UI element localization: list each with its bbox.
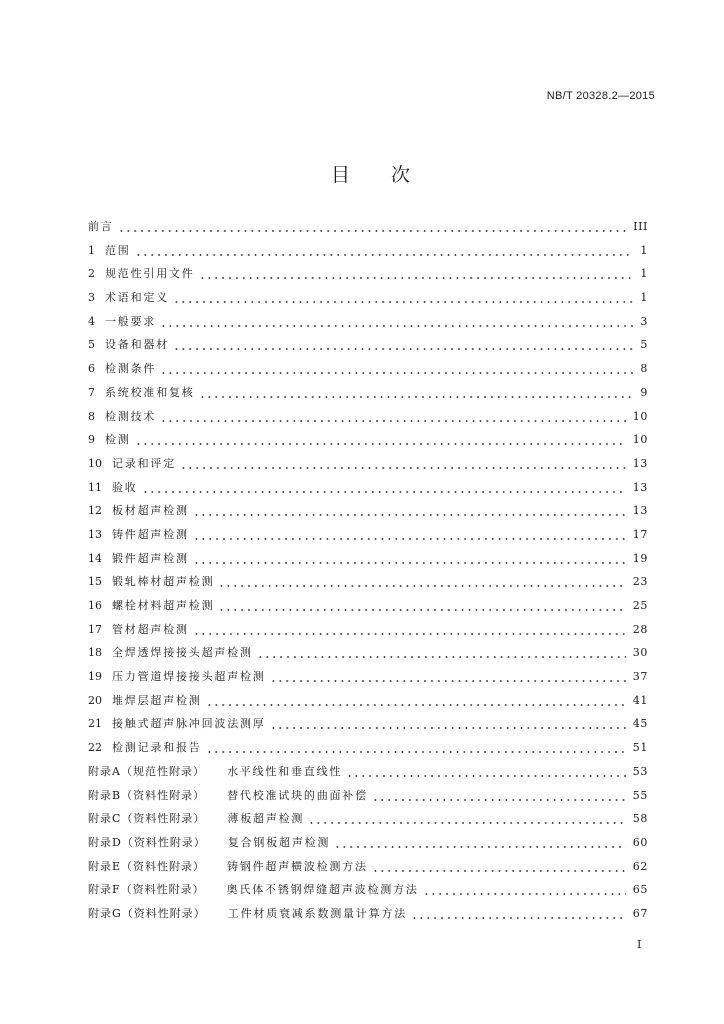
toc-entry-page: 5 bbox=[640, 338, 648, 352]
toc-entry-title: 锻轧棒材超声检测 bbox=[112, 575, 215, 589]
table-of-contents bbox=[88, 215, 648, 926]
toc-entry-title: 奥氏体不锈钢焊缝超声波检测方法 bbox=[226, 883, 419, 897]
toc-appendix-designation: 附录E（资料性附录） bbox=[88, 859, 206, 873]
toc-entry bbox=[88, 665, 648, 689]
toc-entry-title: 设备和器材 bbox=[105, 338, 169, 352]
toc-entry-page: 41 bbox=[632, 693, 648, 707]
toc-dot-leader bbox=[199, 381, 633, 405]
toc-dot-leader bbox=[193, 523, 626, 547]
toc-entry bbox=[88, 523, 648, 547]
toc-entry-number: 5 bbox=[88, 338, 95, 352]
toc-dot-leader bbox=[206, 689, 626, 713]
toc-dot-leader bbox=[206, 736, 626, 760]
toc-dot-leader bbox=[160, 310, 633, 334]
toc-entry bbox=[88, 381, 648, 405]
toc-entry bbox=[88, 428, 648, 452]
toc-dot-leader bbox=[334, 831, 626, 855]
toc-entry-number: 11 bbox=[88, 480, 102, 494]
toc-entry-page: 60 bbox=[632, 835, 648, 849]
toc-entry bbox=[88, 452, 648, 476]
toc-entry-title: 工件材质衰减系数测量计算方法 bbox=[227, 906, 407, 920]
toc-entry bbox=[88, 476, 648, 500]
toc-dot-leader bbox=[270, 712, 626, 736]
toc-entry-number: 13 bbox=[88, 527, 102, 541]
toc-entry-title: 板材超声检测 bbox=[112, 504, 189, 518]
toc-dot-leader bbox=[193, 547, 626, 571]
toc-dot-leader bbox=[118, 215, 627, 239]
toc-dot-leader bbox=[218, 570, 625, 594]
toc-entry-number: 6 bbox=[88, 362, 95, 376]
toc-entry-page: 1 bbox=[640, 243, 648, 257]
toc-dot-leader bbox=[142, 476, 626, 500]
page-number: I bbox=[637, 938, 642, 951]
toc-entry-page: 53 bbox=[632, 764, 648, 778]
toc-entry-page: 10 bbox=[632, 409, 648, 423]
toc-entry-page: III bbox=[633, 220, 648, 233]
toc-entry-title: 薄板超声检测 bbox=[227, 812, 305, 826]
toc-entry-number: 12 bbox=[88, 504, 102, 518]
toc-appendix-designation: 附录A（规范性附录） bbox=[88, 764, 205, 778]
toc-entry bbox=[88, 736, 648, 760]
toc-dot-leader bbox=[193, 499, 626, 523]
toc-entry-title: 铸钢件超声横波检测方法 bbox=[227, 859, 368, 873]
toc-appendix-designation: 附录D（资料性附录） bbox=[88, 835, 206, 849]
toc-dot-leader bbox=[173, 333, 633, 357]
toc-entry-number: 1 bbox=[88, 243, 95, 257]
toc-entry bbox=[88, 689, 648, 713]
toc-dot-leader bbox=[160, 405, 626, 429]
toc-entry-page: 65 bbox=[632, 883, 648, 897]
toc-entry-title: 检测条件 bbox=[105, 362, 157, 376]
toc-dot-leader bbox=[218, 594, 625, 618]
toc-entry-number: 19 bbox=[88, 670, 102, 684]
toc-dot-leader bbox=[199, 262, 633, 286]
toc-entry-number: 22 bbox=[88, 741, 102, 755]
toc-entry bbox=[88, 357, 648, 381]
toc-entry-page: 1 bbox=[640, 291, 648, 305]
toc-appendix-designation: 附录F（资料性附录） bbox=[88, 883, 205, 897]
toc-entry-title: 锻件超声检测 bbox=[112, 551, 189, 565]
toc-dot-leader bbox=[270, 665, 626, 689]
toc-entry-page: 10 bbox=[632, 433, 648, 447]
toc-appendix-entry bbox=[88, 807, 648, 831]
toc-dot-leader bbox=[193, 618, 626, 642]
toc-appendix-designation: 附录B（资料性附录） bbox=[88, 788, 206, 802]
toc-entry-title: 前言 bbox=[88, 220, 114, 233]
toc-entry-page: 23 bbox=[632, 575, 648, 589]
toc-entry-page: 62 bbox=[632, 859, 648, 873]
toc-entry-number: 3 bbox=[88, 291, 95, 305]
toc-entry-title: 检测技术 bbox=[105, 409, 157, 423]
toc-dot-leader bbox=[308, 807, 626, 831]
toc-entry-page: 67 bbox=[632, 906, 648, 920]
toc-entry-title: 水平线性和垂直线性 bbox=[226, 764, 343, 778]
toc-dot-leader bbox=[346, 760, 626, 784]
toc-entry-number: 18 bbox=[88, 646, 102, 660]
toc-entry-page: 55 bbox=[632, 788, 648, 802]
toc-entry-title: 检测记录和报告 bbox=[112, 741, 202, 755]
toc-entry-page: 13 bbox=[632, 480, 648, 494]
toc-entry bbox=[88, 570, 648, 594]
toc-entry-page: 13 bbox=[632, 504, 648, 518]
toc-entry-number: 20 bbox=[88, 693, 102, 707]
toc-entry-title: 一般要求 bbox=[105, 314, 157, 328]
toc-entry bbox=[88, 641, 648, 665]
toc-entry bbox=[88, 499, 648, 523]
toc-entry-page: 30 bbox=[632, 646, 648, 660]
toc-entry-page: 45 bbox=[632, 717, 648, 731]
toc-entry-number: 2 bbox=[88, 267, 95, 281]
toc-entry-title: 接触式超声脉冲回波法测厚 bbox=[112, 717, 266, 731]
toc-entry-page: 17 bbox=[632, 527, 648, 541]
toc-entry-page: 37 bbox=[632, 670, 648, 684]
toc-entry-title: 检测 bbox=[105, 433, 131, 447]
toc-entry-title: 堆焊层超声检测 bbox=[112, 693, 202, 707]
toc-dot-leader bbox=[372, 784, 626, 808]
toc-appendix-entry bbox=[88, 760, 648, 784]
toc-entry-title: 复合钢板超声检测 bbox=[227, 835, 331, 849]
toc-dot-leader bbox=[411, 902, 626, 926]
toc-entry-number: 16 bbox=[88, 599, 102, 612]
toc-entry-title: 铸件超声检测 bbox=[112, 527, 189, 541]
toc-appendix-entry bbox=[88, 902, 648, 926]
toc-entry-number: 9 bbox=[88, 433, 95, 447]
toc-entry-number: 15 bbox=[88, 575, 102, 589]
toc-entry-number: 21 bbox=[88, 717, 102, 731]
toc-entry-title: 记录和评定 bbox=[112, 456, 176, 470]
toc-entry-foreword bbox=[88, 215, 648, 239]
toc-entry-number: 7 bbox=[88, 385, 95, 399]
toc-entry bbox=[88, 310, 648, 334]
toc-entry-title: 替代校准试块的曲面补偿 bbox=[227, 788, 368, 802]
toc-dot-leader bbox=[257, 641, 626, 665]
toc-entry bbox=[88, 712, 648, 736]
toc-dot-leader bbox=[135, 239, 633, 263]
toc-entry bbox=[88, 239, 648, 263]
toc-entry bbox=[88, 262, 648, 286]
toc-entry-page: 19 bbox=[632, 551, 648, 565]
toc-entry-number: 14 bbox=[88, 551, 102, 565]
toc-appendix-designation: 附录G（资料性附录） bbox=[88, 906, 206, 920]
toc-entry bbox=[88, 286, 648, 310]
toc-entry bbox=[88, 594, 648, 618]
toc-entry-page: 8 bbox=[640, 362, 648, 376]
standard-number: NB/T 20328.2—2015 bbox=[546, 90, 655, 102]
toc-entry-page: 1 bbox=[640, 267, 648, 281]
toc-entry-page: 3 bbox=[640, 314, 648, 328]
toc-appendix-designation: 附录C（资料性附录） bbox=[88, 812, 206, 826]
toc-appendix-entry bbox=[88, 784, 648, 808]
toc-entry bbox=[88, 618, 648, 642]
toc-entry-page: 25 bbox=[632, 599, 648, 612]
toc-dot-leader bbox=[180, 452, 626, 476]
toc-dot-leader bbox=[372, 855, 626, 879]
toc-entry-page: 58 bbox=[632, 812, 648, 826]
toc-entry-title: 系统校准和复核 bbox=[105, 385, 195, 399]
page-title: 目 次 bbox=[330, 164, 411, 186]
toc-entry-title: 术语和定义 bbox=[105, 291, 169, 305]
toc-entry-title: 范围 bbox=[105, 243, 131, 257]
toc-entry-number: 17 bbox=[88, 622, 102, 636]
toc-entry-title: 规范性引用文件 bbox=[105, 267, 195, 281]
toc-dot-leader bbox=[173, 286, 633, 310]
toc-entry-page: 9 bbox=[640, 385, 648, 399]
toc-appendix-entry bbox=[88, 831, 648, 855]
toc-appendix-entry bbox=[88, 878, 648, 902]
toc-entry-number: 10 bbox=[88, 456, 102, 470]
toc-entry bbox=[88, 547, 648, 571]
toc-entry-title: 验收 bbox=[112, 480, 138, 494]
toc-appendix-entry bbox=[88, 855, 648, 879]
toc-entry-number: 4 bbox=[88, 314, 95, 328]
toc-entry-title: 螺栓材料超声检测 bbox=[112, 599, 215, 612]
toc-entry bbox=[88, 333, 648, 357]
toc-dot-leader bbox=[423, 878, 626, 902]
toc-entry-title: 全焊透焊接接头超声检测 bbox=[112, 646, 253, 660]
toc-entry-title: 压力管道焊接接头超声检测 bbox=[112, 670, 266, 684]
toc-entry bbox=[88, 405, 648, 429]
toc-entry-page: 51 bbox=[632, 741, 648, 755]
toc-entry-page: 13 bbox=[632, 456, 648, 470]
toc-dot-leader bbox=[135, 428, 626, 452]
toc-dot-leader bbox=[160, 357, 633, 381]
toc-entry-page: 28 bbox=[632, 622, 648, 636]
toc-entry-number: 8 bbox=[88, 409, 95, 423]
toc-entry-title: 管材超声检测 bbox=[112, 622, 189, 636]
